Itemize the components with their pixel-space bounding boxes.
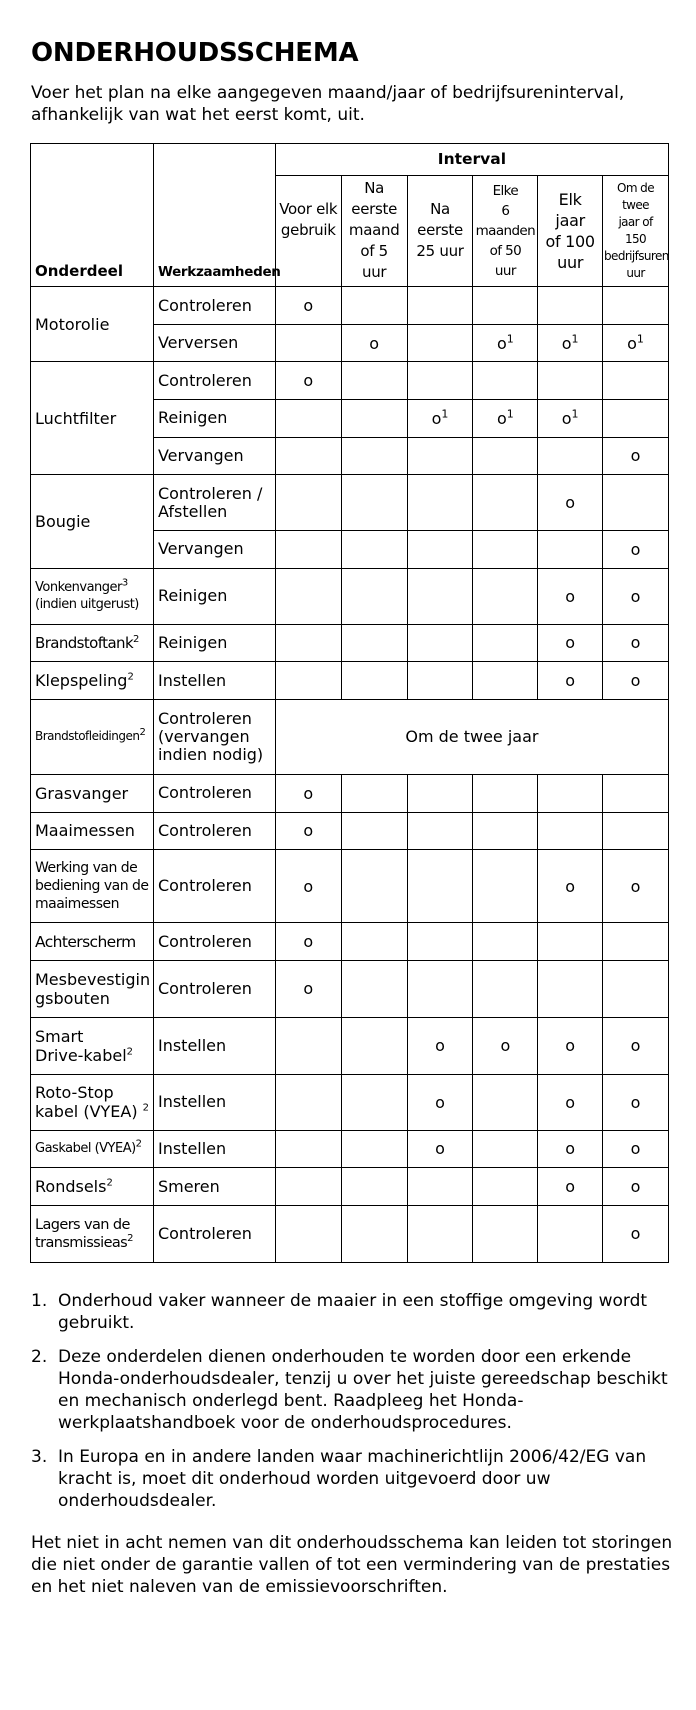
- table-row: [31, 923, 669, 961]
- footnote-number: 2.: [31, 1347, 48, 1367]
- work-cell: Reinigen: [153, 624, 275, 662]
- part-smart-drive-kabel: Smart Drive-kabel$^2$: [31, 1017, 154, 1074]
- header-interval: Interval: [275, 144, 668, 176]
- part-brandstofleidingen: Brandstofleidingen$^2$: [31, 699, 154, 774]
- page-title: ONDERHOUDSSCHEMA: [31, 38, 359, 68]
- header-werkzaamheden: Werkzaamheden: [153, 144, 275, 287]
- work-cell: Instellen: [153, 662, 275, 700]
- interval-mark: $o^1$: [407, 400, 473, 438]
- table-row: [31, 1074, 669, 1130]
- interval-mark: $o^1$: [538, 400, 603, 438]
- interval-mark: o: [538, 1074, 603, 1130]
- footnote-text: In Europa en in andere landen waar machinerichtlijn 2006/42/EG van kracht is, moet dit onderhoud worden uitgevoerd door uw onderhoudsdealer.: [58, 1447, 647, 1511]
- table-row: [31, 775, 669, 813]
- part-vonkenvanger: Vonkenvanger$^3$ (indien uitgerust): [31, 568, 154, 624]
- table-row: [31, 1017, 669, 1074]
- footnotes-list: [31, 1290, 671, 1524]
- table-row: [31, 850, 669, 923]
- header-interval-col-1: Voor elk gebruik: [275, 175, 341, 287]
- work-cell: Controleren: [153, 850, 275, 923]
- interval-mark: $o^1$: [603, 324, 669, 362]
- interval-mark: o: [275, 923, 341, 961]
- intro-text: Voer het plan na elke aangegeven maand/jaar of bedrijfsureninterval, afhankelijk van wat het eerst komt, uit.: [31, 83, 625, 125]
- interval-mark: o: [275, 362, 341, 400]
- interval-mark: o: [407, 1074, 473, 1130]
- interval-mark: o: [275, 850, 341, 923]
- work-cell: Controleren: [153, 775, 275, 813]
- part-klepspeling: Klepspeling$^2$: [31, 662, 154, 700]
- table-row: [31, 662, 669, 700]
- part-maaimessen: Maaimessen: [31, 812, 154, 850]
- interval-mark: o: [538, 568, 603, 624]
- interval-mark: o: [603, 1074, 669, 1130]
- table-row: [31, 812, 669, 850]
- part-roto-stop-kabel: Roto-Stop kabel (VYEA) $^2$: [31, 1074, 154, 1130]
- footnote-text: Onderhoud vaker wanneer de maaier in een stoffige omgeving wordt gebruikt.: [58, 1291, 648, 1333]
- header-onderdeel: Onderdeel: [31, 144, 154, 287]
- work-cell: Controleren (vervangen indien nodig): [153, 699, 275, 774]
- work-cell: Controleren: [153, 923, 275, 961]
- header-interval-col-5: Elk jaar of 100 uur: [538, 175, 603, 287]
- work-cell: Instellen: [153, 1130, 275, 1168]
- table-row: [31, 624, 669, 662]
- interval-mark: $o^1$: [538, 324, 603, 362]
- every-two-years-cell: Om de twee jaar: [275, 699, 668, 774]
- header-interval-col-3: Na eerste 25 uur: [407, 175, 473, 287]
- part-gaskabel: Gaskabel (VYEA)$^2$: [31, 1130, 154, 1168]
- interval-mark: o: [275, 287, 341, 325]
- interval-mark: o: [603, 531, 669, 569]
- interval-mark: o: [538, 1017, 603, 1074]
- interval-mark: $o^1$: [473, 324, 538, 362]
- footnote-item: [31, 1346, 671, 1434]
- table-row: [31, 475, 669, 531]
- work-cell: Controleren: [153, 362, 275, 400]
- interval-mark: o: [275, 960, 341, 1017]
- interval-mark: o: [603, 624, 669, 662]
- interval-mark: o: [538, 624, 603, 662]
- interval-mark: o: [538, 1168, 603, 1206]
- footnote-number: 3.: [31, 1447, 48, 1467]
- interval-mark: o: [538, 850, 603, 923]
- footnote-item: [31, 1446, 671, 1512]
- work-cell: Controleren: [153, 960, 275, 1017]
- interval-mark: o: [603, 437, 669, 475]
- interval-mark: o: [538, 475, 603, 531]
- table-row: [31, 287, 669, 325]
- work-cell: Controleren / Afstellen: [153, 475, 275, 531]
- footnote-item: [31, 1290, 671, 1334]
- table-row: [31, 960, 669, 1017]
- part-luchtfilter: Luchtfilter: [31, 362, 154, 475]
- interval-mark: o: [538, 1130, 603, 1168]
- interval-mark: o: [603, 1017, 669, 1074]
- interval-mark: o: [538, 662, 603, 700]
- table-row: [31, 362, 669, 400]
- part-achterscherm: Achterscherm: [31, 923, 154, 961]
- interval-mark: o: [275, 812, 341, 850]
- work-cell: Instellen: [153, 1074, 275, 1130]
- table-row: [31, 699, 669, 774]
- interval-mark: o: [603, 662, 669, 700]
- work-cell: Reinigen: [153, 400, 275, 438]
- table-row: [31, 1168, 669, 1206]
- interval-mark: o: [603, 1168, 669, 1206]
- interval-mark: o: [603, 568, 669, 624]
- interval-mark: o: [407, 1017, 473, 1074]
- interval-mark: o: [603, 1130, 669, 1168]
- header-interval-col-6: Om de twee jaar of 150 bedrijfsuren uur: [603, 175, 669, 287]
- work-cell: Smeren: [153, 1168, 275, 1206]
- work-cell: Controleren: [153, 287, 275, 325]
- footnote-number: 1.: [31, 1291, 48, 1311]
- work-cell: Vervangen: [153, 437, 275, 475]
- header-interval-col-2: Na eerste maand of 5 uur: [341, 175, 407, 287]
- part-brandstoftank: Brandstoftank$^2$: [31, 624, 154, 662]
- table-row: [31, 568, 669, 624]
- interval-mark: o: [603, 850, 669, 923]
- part-mesbevestigingsbouten: Mesbevestigin gsbouten: [31, 960, 154, 1017]
- interval-mark: o: [341, 324, 407, 362]
- part-lagers-transmissieas: Lagers van de transmissieas$^2$: [31, 1205, 154, 1262]
- part-bougie: Bougie: [31, 475, 154, 568]
- work-cell: Controleren: [153, 1205, 275, 1262]
- interval-mark: o: [275, 775, 341, 813]
- table-row: [31, 1130, 669, 1168]
- interval-mark: $o^1$: [473, 400, 538, 438]
- interval-mark: o: [473, 1017, 538, 1074]
- header-interval-col-4: Elke 6 maanden of 50 uur: [473, 175, 538, 287]
- part-werking-bediening: Werking van de bediening van de maaimessen: [31, 850, 154, 923]
- table-row: [31, 1205, 669, 1262]
- work-cell: Reinigen: [153, 568, 275, 624]
- part-motorolie: Motorolie: [31, 287, 154, 362]
- work-cell: Verversen: [153, 324, 275, 362]
- maintenance-schedule-table: [30, 143, 669, 1263]
- closing-note: Het niet in acht nemen van dit onderhoudsschema kan leiden tot storingen die niet onder de garantie vallen of tot een vermindering van de prestaties en het niet naleven van de emissievoorschriften.: [31, 1533, 673, 1597]
- part-rondsels: Rondsels$^2$: [31, 1168, 154, 1206]
- table-header-row: [31, 144, 669, 176]
- interval-mark: o: [603, 1205, 669, 1262]
- work-cell: Controleren: [153, 812, 275, 850]
- work-cell: Vervangen: [153, 531, 275, 569]
- footnote-text: Deze onderdelen dienen onderhouden te worden door een erkende Honda-onderhoudsdealer, tenzij u over het juiste gereedschap beschikt en mechanisch onderlegd bent. Raadpleeg het Honda-werkplaatshandboek voor de onderhoudsprocedures.: [58, 1347, 668, 1433]
- interval-mark: o: [407, 1130, 473, 1168]
- work-cell: Instellen: [153, 1017, 275, 1074]
- part-grasvanger: Grasvanger: [31, 775, 154, 813]
